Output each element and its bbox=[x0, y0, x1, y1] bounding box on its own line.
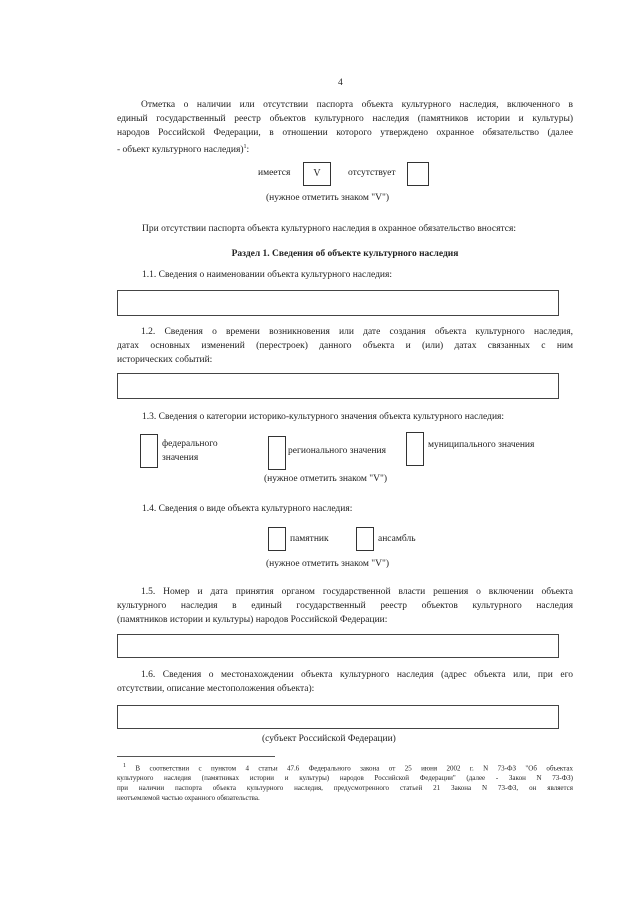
s1-5-line-1: 1.5. Номер и дата принятия органом государственной власти решения о включении объекта bbox=[141, 587, 573, 597]
footnote-divider bbox=[117, 756, 275, 757]
s1-2-line-3: исторических событий: bbox=[117, 355, 213, 365]
s1-3-hint: (нужное отметить знаком "V") bbox=[264, 474, 387, 484]
passport-has-label: имеется bbox=[258, 168, 291, 178]
regional-label: регионального значения bbox=[288, 446, 386, 456]
s1-3-label: 1.3. Сведения о категории историко-культурного значения объекта культурного наследия: bbox=[142, 412, 505, 422]
s1-6-paragraph bbox=[117, 668, 573, 696]
s1-5-paragraph bbox=[117, 585, 573, 627]
federal-label: федерального значения bbox=[162, 439, 218, 463]
passport-absent-label: отсутствует bbox=[348, 168, 396, 178]
intro-line-4: - объект культурного наследия)$^1$: bbox=[117, 144, 250, 156]
footnote-line-1: $^1$ В соответствии с пунктом 4 статьи 47.6 Федерального закона от 25 июня 2002 г. N 73-ФЗ "Об объектах bbox=[123, 763, 573, 773]
s1-6-line-2: отсутствии, описание местоположения объекта): bbox=[117, 684, 315, 694]
intro-line-1: Отметка о наличии или отсутствии паспорта объекта культурного наследия, включенного в bbox=[141, 100, 573, 110]
monument-label: памятник bbox=[290, 534, 329, 544]
intro-line-3: народов Российской Федерации, в отношении которого утверждено охранное обязательство (далее bbox=[117, 128, 573, 138]
ensemble-checkbox[interactable] bbox=[356, 527, 374, 551]
s1-2-paragraph bbox=[117, 325, 573, 367]
passport-hint: (нужное отметить знаком "V") bbox=[266, 193, 389, 203]
subject-caption: (субъект Российской Федерации) bbox=[262, 734, 396, 744]
s1-5-line-3: (памятников истории и культуры) народов Российской Федерации: bbox=[117, 615, 388, 625]
s1-5-line-2: культурного наследия в единый государственный реестр объектов культурного наследия bbox=[117, 601, 573, 611]
section-title: Раздел 1. Сведения об объекте культурного наследия bbox=[231, 249, 459, 259]
s1-2-dates-field[interactable] bbox=[117, 373, 559, 399]
footnote bbox=[117, 761, 573, 803]
s1-2-line-2: датах основных изменений (перестроек) данного объекта и (или) датах связанных с ним bbox=[117, 341, 573, 351]
s1-1-label: 1.1. Сведения о наименовании объекта культурного наследия: bbox=[142, 270, 392, 280]
municipal-checkbox[interactable] bbox=[406, 432, 424, 466]
passport-absent-checkbox[interactable] bbox=[407, 162, 429, 186]
ensemble-label: ансамбль bbox=[378, 534, 416, 544]
page-number: 4 bbox=[338, 78, 343, 88]
s1-1-name-field[interactable] bbox=[117, 290, 559, 316]
s1-5-decision-field[interactable] bbox=[117, 634, 559, 658]
footnote-line-3: при наличии паспорта объекта культурного наследия, предусмотренного статьей 21 Закона N 73-ФЗ, он является bbox=[117, 784, 573, 793]
regional-checkbox[interactable] bbox=[268, 436, 286, 470]
monument-checkbox[interactable] bbox=[268, 527, 286, 551]
intro-line-2: единый государственный реестр объектов культурного наследия (памятников истории и культуры) bbox=[117, 114, 573, 124]
absence-note: При отсутствии паспорта объекта культурного наследия в охранное обязательство вносятся: bbox=[142, 224, 516, 234]
footnote-line-4: неотъемлемой частью охранного обязательства. bbox=[117, 794, 260, 803]
intro-paragraph bbox=[117, 98, 573, 157]
s1-2-line-1: 1.2. Сведения о времени возникновения или дате создания объекта культурного наследия, bbox=[141, 327, 573, 337]
s1-4-hint: (нужное отметить знаком "V") bbox=[266, 559, 389, 569]
federal-checkbox[interactable] bbox=[140, 434, 158, 468]
footnote-line-2: культурного наследия (памятниках истории и культуры) народов Российской Федерации" (далее - Закон N 73-ФЗ) bbox=[117, 774, 573, 783]
s1-4-label: 1.4. Сведения о виде объекта культурного наследия: bbox=[142, 504, 353, 514]
footnote-ref[interactable]: 1 bbox=[243, 144, 247, 150]
municipal-label: муниципального значения bbox=[428, 440, 535, 450]
s1-6-location-field[interactable] bbox=[117, 705, 559, 729]
s1-6-line-1: 1.6. Сведения о местонахождении объекта культурного наследия (адрес объекта или, при его bbox=[141, 670, 573, 680]
passport-has-checkbox[interactable]: V bbox=[303, 162, 331, 186]
